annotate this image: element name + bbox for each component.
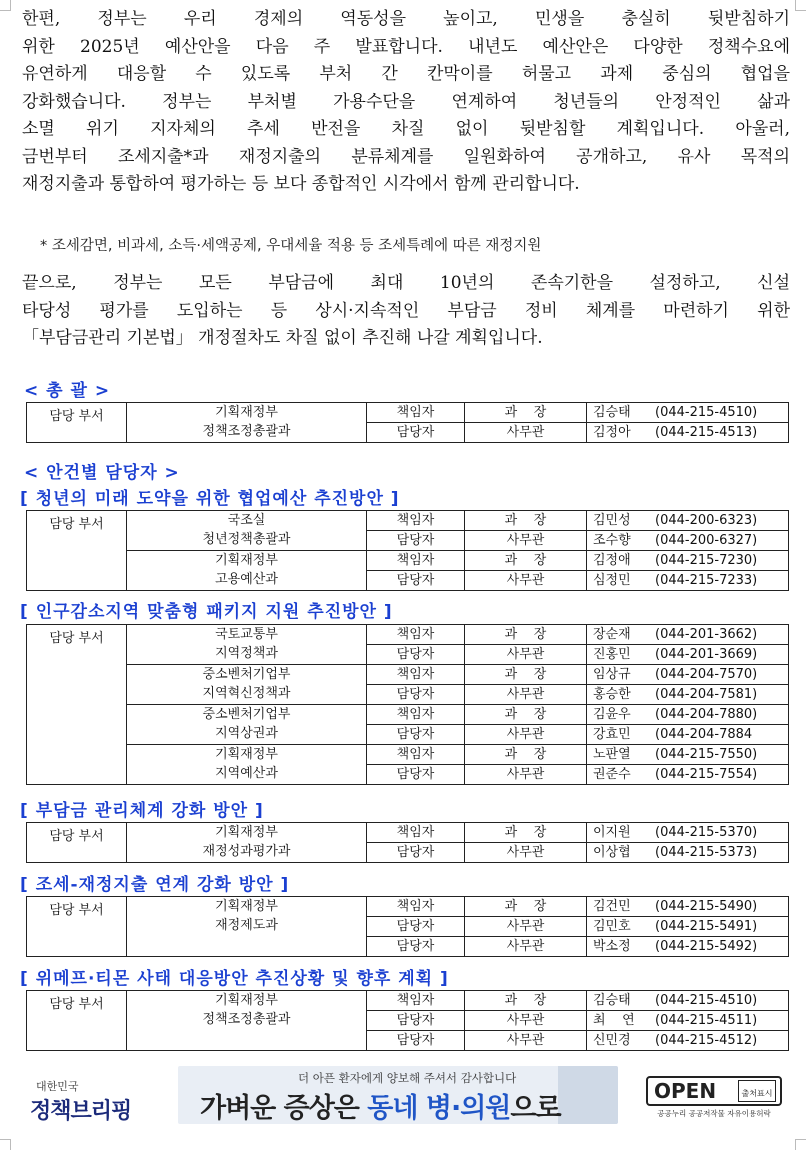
contact-cell [587, 705, 789, 725]
department-cell [127, 665, 367, 705]
contact-cell [587, 571, 789, 591]
paragraph-line: 타당성 평가를 도입하는 등 상시·지속적인 부담금 정비 체계를 마련하기 위한 [22, 300, 790, 321]
position-cell: 과 장 [465, 897, 587, 917]
agenda-subheading: [ 조세-재정지출 연계 강화 방안 ] [20, 875, 290, 895]
paragraph-line: 유연하게 대응할 수 있도록 부처 간 칸막이를 허물고 과제 중심의 협업을 [22, 64, 790, 84]
division-name: 지역상권과 [215, 726, 278, 741]
contact-phone: (044-215-7230) [655, 553, 758, 568]
table-row [27, 745, 789, 765]
department-cell [127, 551, 367, 591]
department-cell [127, 705, 367, 745]
contact-name: 권준수 [593, 767, 631, 782]
paragraph-line: 금번부터 조세지출*과 재정지출의 분류체계를 일원화하여 공개하고, 유사 목적의 [22, 146, 790, 167]
position-cell: 사무관 [465, 571, 587, 591]
crop-mark [0, 1139, 11, 1150]
dept-label-cell: 담당 부서 [27, 403, 127, 443]
ministry-name: 기획재정부 [215, 747, 278, 762]
paragraph-line: 「부담금관리 기본법」 개정절차도 차질 없이 추진해 나갈 계획입니다. [22, 328, 543, 348]
contact-phone: (044-200-6323) [655, 513, 758, 528]
role-cell: 책임자 [367, 511, 465, 531]
ministry-name: 기획재정부 [215, 825, 278, 840]
crop-mark [0, 0, 11, 11]
campaign-banner [178, 1066, 618, 1124]
role-cell: 책임자 [367, 991, 465, 1011]
ministry-name: 중소벤처기업부 [202, 667, 291, 682]
role-cell: 책임자 [367, 403, 465, 423]
contact-table [26, 896, 789, 957]
table-row [27, 665, 789, 685]
contact-phone: (044-215-5492) [655, 939, 758, 954]
role-cell: 담당자 [367, 917, 465, 937]
contact-cell [587, 937, 789, 957]
paragraph-line: 소멸 위기 지자체의 추세 반전을 차질 없이 뒷받침할 계획입니다. 아울러, [22, 119, 790, 139]
role-cell: 담당자 [367, 423, 465, 443]
contact-phone: (044-215-5490) [655, 899, 758, 914]
contact-phone: (044-201-3669) [655, 647, 758, 662]
contact-name: 김승태 [593, 993, 631, 1008]
role-cell: 책임자 [367, 625, 465, 645]
crop-mark [795, 0, 806, 11]
contact-name: 김건민 [593, 899, 631, 914]
contact-name: 임상규 [593, 667, 631, 682]
contact-phone: (044-215-4511) [655, 1013, 758, 1028]
division-name: 정책조정총괄과 [202, 424, 291, 439]
position-cell: 사무관 [465, 645, 587, 665]
contact-cell [587, 625, 789, 645]
ministry-name: 기획재정부 [215, 993, 278, 1008]
contact-phone: (044-204-7880) [655, 707, 758, 722]
contact-cell [587, 917, 789, 937]
contact-name: 김윤우 [593, 707, 631, 722]
position-cell: 과 장 [465, 823, 587, 843]
division-name: 지역예산과 [215, 766, 278, 781]
ministry-name: 중소벤처기업부 [202, 707, 291, 722]
contact-phone: (044-201-3662) [655, 627, 758, 642]
contact-cell [587, 423, 789, 443]
agenda-subheading: [ 청년의 미래 도약을 위한 협업예산 추진방안 ] [20, 489, 400, 509]
role-cell: 담당자 [367, 725, 465, 745]
contact-phone: (044-215-7550) [655, 747, 758, 762]
table-row [27, 823, 789, 843]
kogl-open-logo [646, 1076, 782, 1120]
department-cell [127, 403, 367, 443]
contact-name: 최 연 [593, 1013, 635, 1028]
dept-label-cell: 담당 부서 [27, 625, 127, 785]
paragraph-line: 위한 2025년 예산안을 다음 주 발표합니다. 내년도 예산안은 다양한 정책수요에 [22, 36, 790, 57]
contact-cell [587, 991, 789, 1011]
position-cell: 사무관 [465, 765, 587, 785]
department-cell [127, 991, 367, 1051]
banner-top-text: 더 아픈 환자에게 양보해 주셔서 감사합니다 [298, 1071, 517, 1085]
paragraph-line: 강화했습니다. 정부는 부처별 가용수단을 연계하여 청년들의 안정적인 삶과 [22, 91, 790, 112]
paragraph-levy [22, 270, 790, 353]
table-row [27, 625, 789, 645]
contact-phone: (044-215-4510) [655, 993, 758, 1008]
contact-cell [587, 843, 789, 863]
role-cell: 책임자 [367, 823, 465, 843]
table-row [27, 511, 789, 531]
dept-label-cell: 담당 부서 [27, 897, 127, 957]
contact-cell [587, 645, 789, 665]
division-name: 청년정책총괄과 [202, 532, 291, 547]
contact-cell [587, 897, 789, 917]
contact-table [26, 510, 789, 591]
role-cell: 담당자 [367, 531, 465, 551]
position-cell: 과 장 [465, 511, 587, 531]
role-cell: 담당자 [367, 571, 465, 591]
contact-name: 홍승한 [593, 687, 631, 702]
division-name: 지역정책과 [215, 646, 278, 661]
contact-name: 박소정 [593, 939, 631, 954]
contact-name: 김민성 [593, 513, 631, 528]
section-heading: < 안건별 담당자 > [24, 463, 180, 483]
contact-name: 김정애 [593, 553, 631, 568]
contact-phone: (044-215-4513) [655, 425, 758, 440]
contact-cell [587, 823, 789, 843]
ministry-name: 기획재정부 [215, 899, 278, 914]
division-name: 고용예산과 [215, 572, 278, 587]
open-logo-caption: 공공누리 공공저작물 자유이용허락 [657, 1109, 771, 1118]
department-cell [127, 823, 367, 863]
role-cell: 담당자 [367, 765, 465, 785]
ministry-name: 국조실 [227, 513, 266, 528]
department-cell [127, 745, 367, 785]
division-name: 재정성과평가과 [202, 844, 291, 859]
role-cell: 담당자 [367, 645, 465, 665]
role-cell: 담당자 [367, 1011, 465, 1031]
footnote: * 조세감면, 비과세, 소득·세액공제, 우대세율 적용 등 조세특례에 따른 재정지원 [40, 238, 542, 254]
contact-table [26, 402, 789, 443]
position-cell: 사무관 [465, 937, 587, 957]
table-row [27, 991, 789, 1011]
division-name: 재정제도과 [215, 918, 278, 933]
role-cell: 담당자 [367, 937, 465, 957]
position-cell: 과 장 [465, 745, 587, 765]
contact-table [26, 822, 789, 863]
contact-phone: (044-215-7554) [655, 767, 758, 782]
section-heading: < 총 괄 > [24, 381, 111, 401]
contact-cell [587, 725, 789, 745]
role-cell: 담당자 [367, 1031, 465, 1051]
contact-name: 노판열 [593, 747, 631, 762]
role-cell: 책임자 [367, 705, 465, 725]
position-cell: 과 장 [465, 403, 587, 423]
logo-small-text: 대한민국 [36, 1080, 79, 1093]
role-cell: 담당자 [367, 843, 465, 863]
role-cell: 책임자 [367, 745, 465, 765]
contact-name: 심정민 [593, 573, 631, 588]
position-cell: 과 장 [465, 991, 587, 1011]
banner-decoration [558, 1066, 618, 1124]
contact-cell [587, 551, 789, 571]
paragraph-line: 한편, 정부는 우리 경제의 역동성을 높이고, 민생을 충실히 뒷받침하기 [22, 9, 790, 29]
contact-name: 김정아 [593, 425, 631, 440]
position-cell: 사무관 [465, 685, 587, 705]
role-cell: 책임자 [367, 665, 465, 685]
division-name: 지역혁신정책과 [202, 686, 291, 701]
contact-phone: (044-215-7233) [655, 573, 758, 588]
department-cell [127, 625, 367, 665]
contact-phone: (044-204-7570) [655, 667, 758, 682]
dept-label-cell: 담당 부서 [27, 823, 127, 863]
contact-cell [587, 511, 789, 531]
paragraph-line: 재정지출과 통합하여 평가하는 등 보다 종합적인 시각에서 함께 관리합니다. [22, 174, 580, 194]
contact-name: 이지원 [593, 825, 631, 840]
crop-mark [795, 1139, 806, 1150]
ministry-name: 기획재정부 [215, 553, 278, 568]
contact-name: 장순재 [593, 627, 631, 642]
role-cell: 책임자 [367, 897, 465, 917]
logo-big-text: 정책브리핑 [30, 1099, 132, 1124]
position-cell: 과 장 [465, 625, 587, 645]
contact-phone: (044-200-6327) [655, 533, 758, 548]
contact-cell [587, 665, 789, 685]
division-name: 정책조정총괄과 [202, 1012, 291, 1027]
department-cell [127, 511, 367, 551]
dept-label-cell: 담당 부서 [27, 511, 127, 591]
contact-name: 진홍민 [593, 647, 631, 662]
contact-phone: (044-215-4510) [655, 405, 758, 420]
contact-name: 신민경 [593, 1033, 631, 1048]
agenda-subheading: [ 인구감소지역 맞춤형 패키지 지원 추진방안 ] [20, 602, 393, 622]
contact-phone: (044-215-5370) [655, 825, 758, 840]
dept-label-cell: 담당 부서 [27, 991, 127, 1051]
contact-name: 김승태 [593, 405, 631, 420]
position-cell: 사무관 [465, 423, 587, 443]
contact-table [26, 624, 789, 785]
contact-cell [587, 1031, 789, 1051]
agenda-subheading: [ 부담금 관리체계 강화 방안 ] [20, 801, 264, 821]
contact-name: 조수향 [593, 533, 631, 548]
contact-cell [587, 685, 789, 705]
position-cell: 사무관 [465, 531, 587, 551]
contact-table [26, 990, 789, 1051]
contact-name: 김민호 [593, 919, 631, 934]
role-cell: 책임자 [367, 551, 465, 571]
contact-cell [587, 1011, 789, 1031]
contact-cell [587, 765, 789, 785]
contact-name: 강효민 [593, 727, 631, 742]
table-row [27, 897, 789, 917]
paragraph-line: 끝으로, 정부는 모든 부담금에 최대 10년의 존속기한을 설정하고, 신설 [22, 273, 790, 293]
attribution-badge-icon: 출처표시 [738, 1080, 776, 1102]
table-row [27, 705, 789, 725]
position-cell: 과 장 [465, 665, 587, 685]
table-row [27, 403, 789, 423]
contact-cell [587, 531, 789, 551]
position-cell: 과 장 [465, 705, 587, 725]
position-cell: 과 장 [465, 551, 587, 571]
department-cell [127, 897, 367, 957]
role-cell: 담당자 [367, 685, 465, 705]
ministry-name: 기획재정부 [215, 405, 278, 420]
open-logo-text: OPEN [654, 1079, 717, 1103]
banner-main-text: 가벼운 증상은 동네 병·의원으로 [200, 1093, 561, 1124]
position-cell: 사무관 [465, 917, 587, 937]
contact-phone: (044-204-7581) [655, 687, 758, 702]
policy-briefing-logo [30, 1078, 131, 1125]
agenda-subheading: [ 위메프·티몬 사태 대응방안 추진상황 및 향후 계획 ] [20, 969, 449, 989]
table-row [27, 551, 789, 571]
contact-phone: (044-215-4512) [655, 1033, 758, 1048]
contact-phone: (044-215-5373) [655, 845, 758, 860]
contact-cell [587, 403, 789, 423]
position-cell: 사무관 [465, 725, 587, 745]
contact-cell [587, 745, 789, 765]
position-cell: 사무관 [465, 1011, 587, 1031]
ministry-name: 국토교통부 [215, 627, 278, 642]
contact-phone: (044-204-7884 [655, 727, 753, 742]
contact-name: 이상협 [593, 845, 631, 860]
paragraph-policy [22, 6, 790, 199]
position-cell: 사무관 [465, 843, 587, 863]
position-cell: 사무관 [465, 1031, 587, 1051]
contact-phone: (044-215-5491) [655, 919, 758, 934]
